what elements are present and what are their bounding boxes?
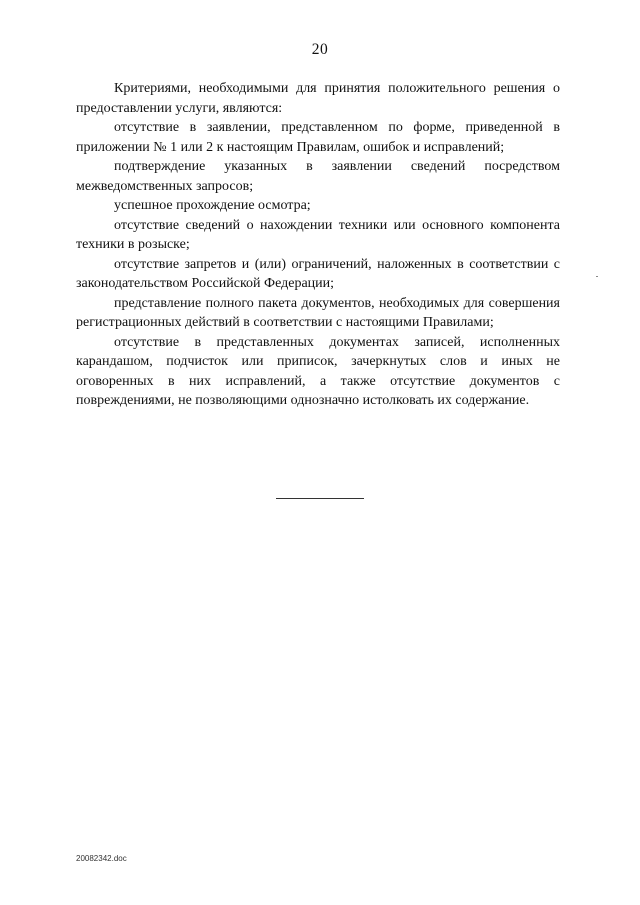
paragraph-no-corrections: отсутствие в представленных документах записей, исполненных карандашом, подчисток или приписок, зачеркнутых слов и иных не оговоренных в них исправлений, а также отсутствие документов с повреждениями, не позволяющими однозначно истолковать их содержание. bbox=[76, 334, 560, 408]
paragraph-no-restrictions: отсутствие запретов и (или) ограничений, наложенных в соответствии с законодательством Российской Федерации; bbox=[76, 256, 560, 291]
paragraph-not-wanted: отсутствие сведений о нахождении техники или основного компонента техники в розыске; bbox=[76, 217, 560, 252]
end-of-text-rule bbox=[276, 498, 364, 499]
paragraph-inspection: успешное прохождение осмотра; bbox=[114, 198, 311, 213]
paragraph-criteria-intro: Критериями, необходимыми для принятия положительного решения о предоставлении услуги, являются: bbox=[76, 81, 560, 116]
paragraph-full-package: представление полного пакета документов, необходимых для совершения регистрационных действий в соответствии с настоящими Правилами; bbox=[76, 295, 560, 330]
footer-filename: 20082342.doc bbox=[76, 854, 127, 863]
margin-mark bbox=[596, 276, 598, 277]
paragraph-no-errors: отсутствие в заявлении, представленном по форме, приведенной в приложении № 1 или 2 к настоящим Правилам, ошибок и исправлений; bbox=[76, 120, 560, 155]
page-number: 20 bbox=[311, 41, 329, 58]
paragraph-interagency-requests: подтверждение указанных в заявлении сведений посредством межведомственных запросов; bbox=[76, 159, 560, 194]
document-body bbox=[76, 79, 560, 411]
